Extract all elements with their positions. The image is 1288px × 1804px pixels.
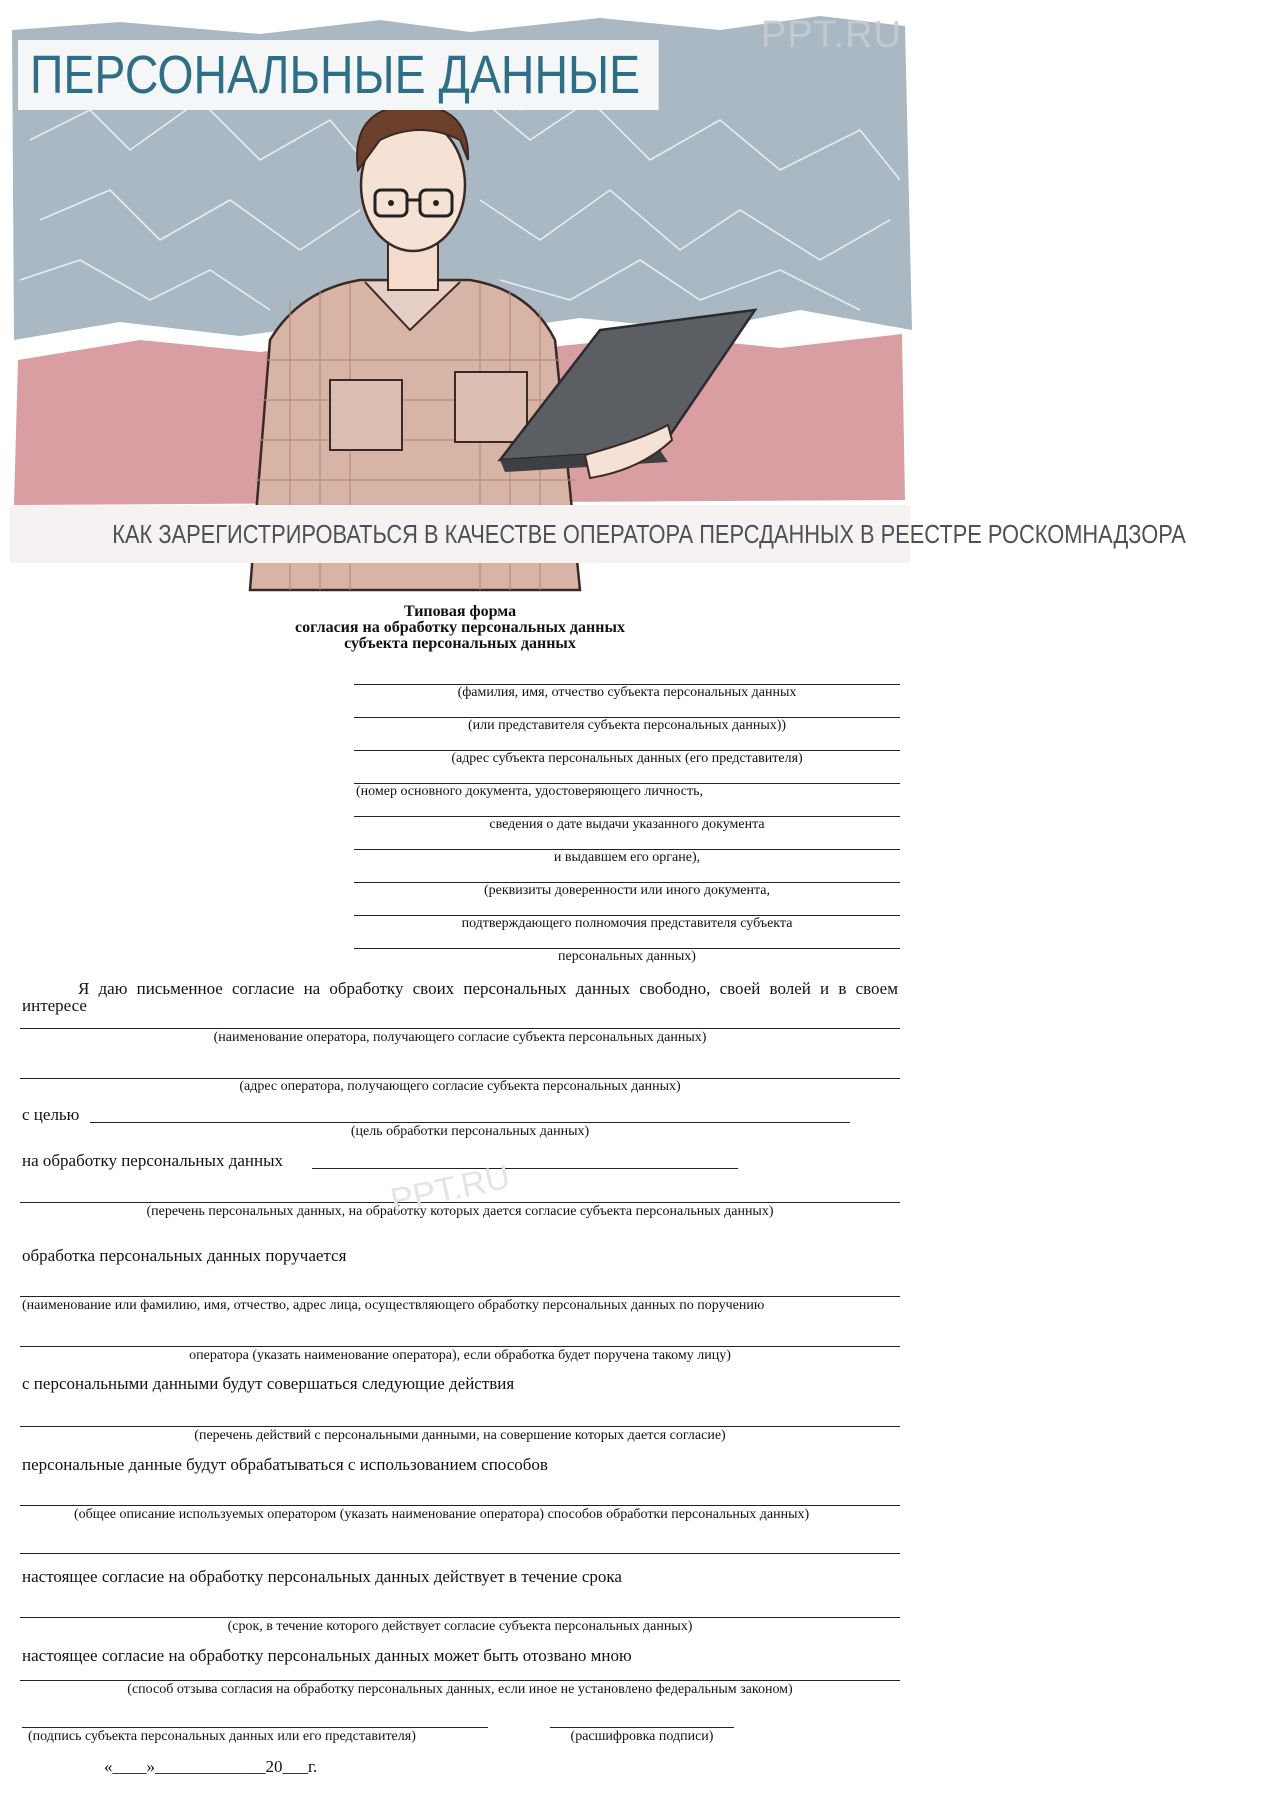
caption-representative: (или представителя субъекта персональных данных)) [467,718,787,733]
caption-signature: (подпись субъекта персональных данных или его представителя) [28,1729,416,1744]
fill-line-term[interactable] [20,1617,900,1618]
methods-label: персональные данные будут обрабатываться с использованием способов [22,1455,548,1474]
date-line[interactable]: «____»_____________20___г. [104,1757,318,1776]
revoke-label: настоящее согласие на обработку персональных данных может быть отозвано мною [22,1646,632,1665]
actions-label: с персональными данными будут совершаться следующие действия [22,1374,515,1393]
term-label: настоящее согласие на обработку персональных данных действует в течение срока [22,1567,622,1586]
caption-doc-issuer: и выдавшем его органе), [553,850,701,865]
caption-address: (адрес субъекта персональных данных (его представителя) [451,751,803,766]
caption-operator-name: (наименование оператора, получающего согласие субъекта персональных данных) [213,1030,707,1045]
caption-entrusted-1: (наименование или фамилию, имя, отчество, адрес лица, осуществляющего обработку персональных данных по поручению [22,1298,765,1313]
caption-methods: (общее описание используемых оператором (указать наименование оператора) способов обработки персональных данных) [74,1507,810,1522]
watermark-mid: PPT.RU [387,1157,514,1221]
fill-line-methods-2[interactable] [20,1553,900,1554]
hero-banner [0,0,1186,590]
fill-line-methods[interactable] [20,1505,900,1506]
caption-name: (фамилия, имя, отчество субъекта персональных данных [457,685,797,700]
form-title-line-3: субъекта персональных данных [344,635,576,652]
caption-actions: (перечень действий с персональными данными, на совершение которых дается согласие) [194,1428,726,1443]
fill-line-operator-name[interactable] [20,1028,900,1029]
caption-power-of-attorney: (реквизиты доверенности или иного документа, [483,883,771,898]
caption-data-list: (перечень персональных данных, на обработку которых дается согласие субъекта персональных данных) [146,1204,774,1219]
banner-subtitle-text: КАК ЗАРЕГИСТРИРОВАТЬСЯ В КАЧЕСТВЕ ОПЕРАТОРА ПЕРСДАННЫХ В РЕЕСТРЕ РОСКОМНАДЗОРА [112,519,1186,549]
form-title-line-2: согласия на обработку персональных данных [295,619,625,636]
fill-line-revoke[interactable] [20,1680,900,1681]
caption-doc-date: сведения о дате выдачи указанного документа [489,817,765,832]
fill-line-entrusted[interactable] [20,1296,900,1297]
signature-line[interactable] [22,1727,488,1728]
caption-purpose: (цель обработки персональных данных) [350,1124,590,1139]
caption-authority: подтверждающего полномочия представителя субъекта [461,916,793,931]
consent-paragraph: Я даю письменное согласие на обработку своих персональных данных свободно, своей волей и в своем интересе [22,979,898,1015]
watermark-logo: PPT.RU [760,14,902,56]
fill-line-actions[interactable] [20,1426,900,1427]
fill-line-processing[interactable] [312,1168,738,1169]
fill-line-entrusted-2[interactable] [20,1346,900,1347]
caption-revoke: (способ отзыва согласия на обработку персональных данных, если иное не установлено федеральным законом) [127,1682,793,1697]
caption-document: (номер основного документа, удостоверяющего личность, [356,784,703,799]
purpose-label: с целью [22,1105,80,1124]
banner-subtitle [10,505,1186,563]
caption-subject: персональных данных) [558,949,696,964]
caption-term: (срок, в течение которого действует согласие субъекта персональных данных) [227,1619,693,1634]
fill-line-purpose[interactable] [90,1122,850,1123]
decode-signature-line[interactable] [550,1727,734,1728]
form-title-line-1: Типовая форма [403,603,517,620]
caption-entrusted-2: оператора (указать наименование оператора), если обработка будет поручена такому лицу) [189,1348,731,1363]
entrusted-label: обработка персональных данных поручается [22,1246,347,1265]
processing-label: на обработку персональных данных [22,1151,284,1170]
caption-decode: (расшифровка подписи) [570,1729,714,1744]
banner-title: ПЕРСОНАЛЬНЫЕ ДАННЫЕ [18,40,659,110]
caption-operator-address: (адрес оператора, получающего согласие субъекта персональных данных) [239,1079,681,1094]
